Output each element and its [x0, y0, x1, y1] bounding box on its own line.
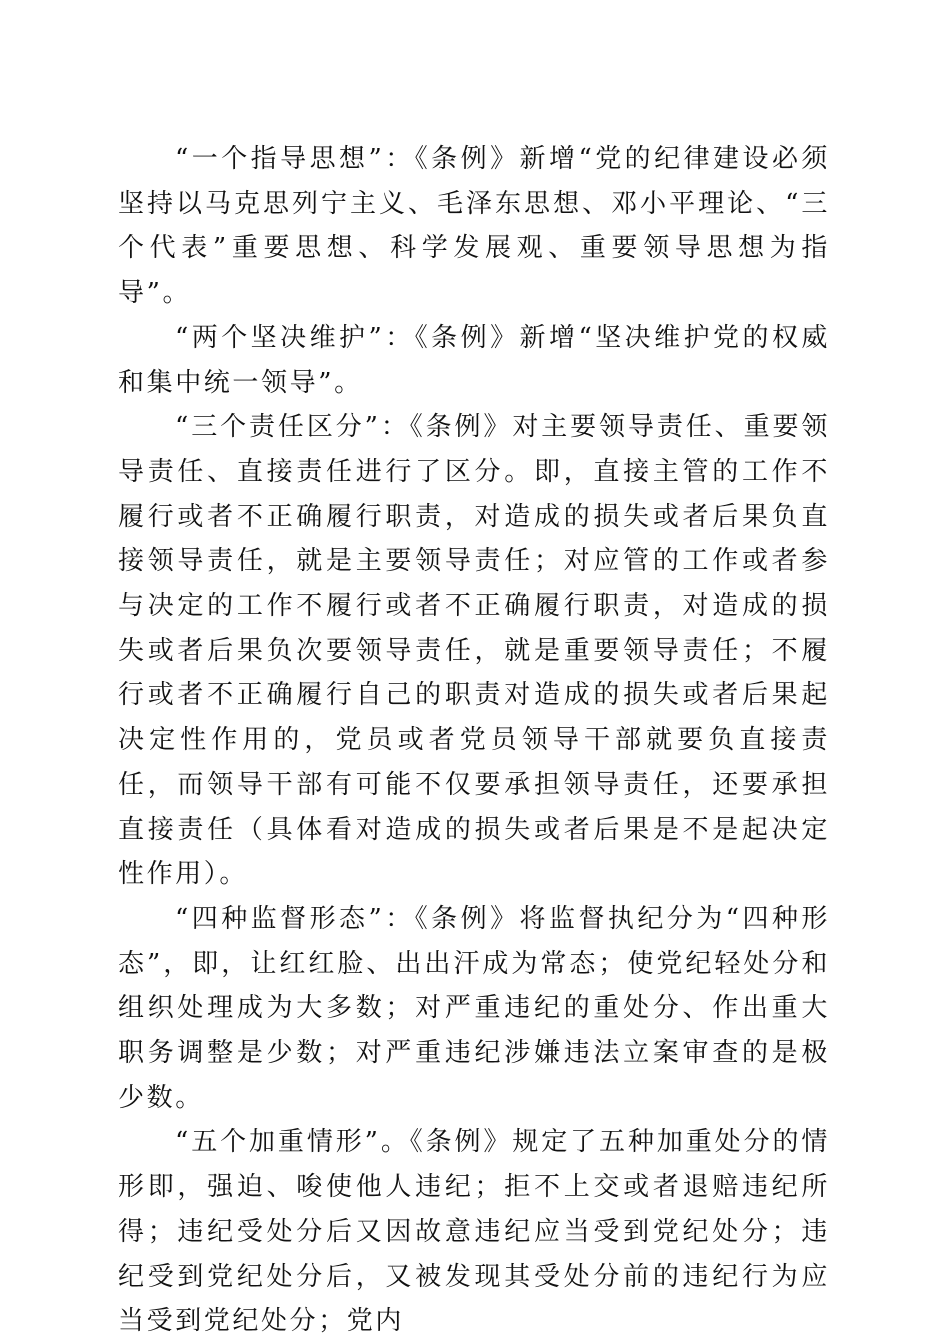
paragraph-three-responsibility-distinctions: “三个责任区分”：《条例》对主要领导责任、重要领导责任、直接责任进行了区分。即，直接主管的工作不履行或者不正确履行职责，对造成的损失或者后果负直接领导责任，就是主要领导责任；对应管的工作或者参与决定的工作不履行或者不正确履行职责，对造成的损失或者后果负次要领导责任，就是重要领导责任；不履行或者不正确履行自己的职责对造成的损失或者后果起决定性作用的，党员或者党员领导干部就要负直接责任，而领导干部有可能不仅要承担领导责任，还要承担直接责任（具体看对造成的损失或者后果是不是起决定性作用）。 — [118, 412, 830, 890]
paragraph-one-guiding-thought: “一个指导思想”：《条例》新增“党的纪律建设必须坚持以马克思列宁主义、毛泽东思想、邓小平理论、“三个代表”重要思想、科学发展观、重要领导思想为指导”。 — [118, 144, 830, 309]
paragraph-two-resolute-safeguards: “两个坚决维护”：《条例》新增“坚决维护党的权威和集中统一领导”。 — [118, 322, 830, 398]
document-body — [118, 137, 830, 1344]
paragraph-five-aggravating-circumstances: “五个加重情形”。《条例》规定了五种加重处分的情形即，强迫、唆使他人违纪；拒不上交或者退赔违纪所得；违纪受处分后又因故意违纪应当受到党纪处分；违纪受到党纪处分后，又被发现其受处分前的违纪行为应当受到党纪处分；党内 — [118, 1127, 830, 1337]
paragraph-four-supervision-forms: “四种监督形态”：《条例》将监督执纪分为“四种形态”，即，让红红脸、出出汗成为常态；使党纪轻处分和组织处理成为大多数；对严重违纪的重处分、作出重大职务调整是少数；对严重违纪涉嫌违法立案审查的是极少数。 — [118, 903, 830, 1113]
